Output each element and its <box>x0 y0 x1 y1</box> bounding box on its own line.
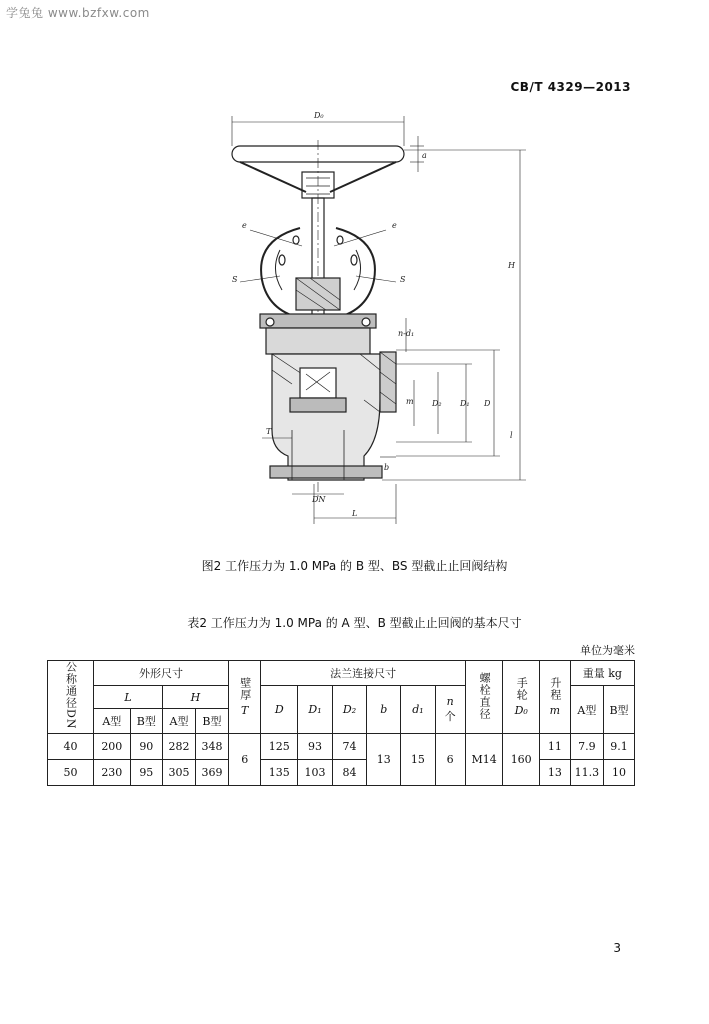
svg-text:a: a <box>422 151 427 160</box>
standard-code: CB/T 4329—2013 <box>510 80 631 94</box>
svg-text:n-d₁: n-d₁ <box>398 329 415 338</box>
svg-text:S: S <box>400 275 406 284</box>
svg-text:D₁: D₁ <box>460 399 470 408</box>
header-wheel: 手轮 D₀ <box>503 661 540 734</box>
svg-text:D: D <box>484 399 491 408</box>
svg-text:L: L <box>352 509 358 518</box>
header-D2: D₂ <box>332 686 366 734</box>
header-L-b: B型 <box>130 709 162 734</box>
table-row: 50 230 95 305 369 135 103 84 13 11.3 10 <box>48 760 635 786</box>
dimension-table <box>47 660 635 786</box>
shared-bolt: M14 <box>465 734 503 786</box>
svg-text:m: m <box>406 397 414 406</box>
shared-b: 13 <box>367 734 401 786</box>
header-flange: 法兰连接尺寸 <box>261 661 465 686</box>
svg-text:l: l <box>510 431 513 440</box>
header-dn: 公称通径DN <box>48 661 94 734</box>
valve-structure-drawing <box>210 100 540 530</box>
shared-T: 6 <box>228 734 261 786</box>
svg-text:D₂: D₂ <box>432 399 442 408</box>
shared-D0: 160 <box>503 734 540 786</box>
watermark: 学兔兔 www.bzfxw.com <box>6 6 150 20</box>
header-lift: 升程 m <box>540 661 571 734</box>
table-caption: 表2 工作压力为 1.0 MPa 的 A 型、B 型截止止回阀的基本尺寸 <box>187 616 522 630</box>
header-d1: d₁ <box>401 686 435 734</box>
svg-text:T: T <box>266 427 272 436</box>
header-n: n 个 <box>435 686 465 734</box>
header-weight: 重量 kg <box>570 661 634 686</box>
header-outline: 外形尺寸 <box>94 661 229 686</box>
svg-text:S: S <box>232 275 238 284</box>
header-bolt: 螺栓直径 <box>465 661 503 734</box>
page-number: 3 <box>613 941 621 955</box>
table-unit: 单位为毫米 <box>580 644 635 657</box>
header-H: H <box>163 686 229 709</box>
svg-text:H: H <box>508 261 515 270</box>
table-row: 40 200 90 282 348 6 125 93 74 13 15 6 M14 160 11 7.9 9.1 <box>48 734 635 760</box>
header-wall: 壁厚 T <box>228 661 261 734</box>
header-D: D <box>261 686 298 734</box>
header-weight-b: B型 <box>603 686 634 734</box>
shared-n: 6 <box>435 734 465 786</box>
header-H-a: A型 <box>163 709 196 734</box>
svg-text:e: e <box>242 221 247 230</box>
svg-text:DN: DN <box>312 495 326 504</box>
header-weight-a: A型 <box>570 686 603 734</box>
svg-text:e: e <box>392 221 397 230</box>
header-b: b <box>367 686 401 734</box>
header-D1: D₁ <box>298 686 333 734</box>
header-H-b: B型 <box>195 709 228 734</box>
shared-d1: 15 <box>401 734 435 786</box>
svg-text:b: b <box>384 463 390 472</box>
svg-text:D₀: D₀ <box>314 111 324 120</box>
figure-caption: 图2 工作压力为 1.0 MPa 的 B 型、BS 型截止止回阀结构 <box>201 559 508 573</box>
header-L: L <box>94 686 163 709</box>
header-L-a: A型 <box>94 709 131 734</box>
